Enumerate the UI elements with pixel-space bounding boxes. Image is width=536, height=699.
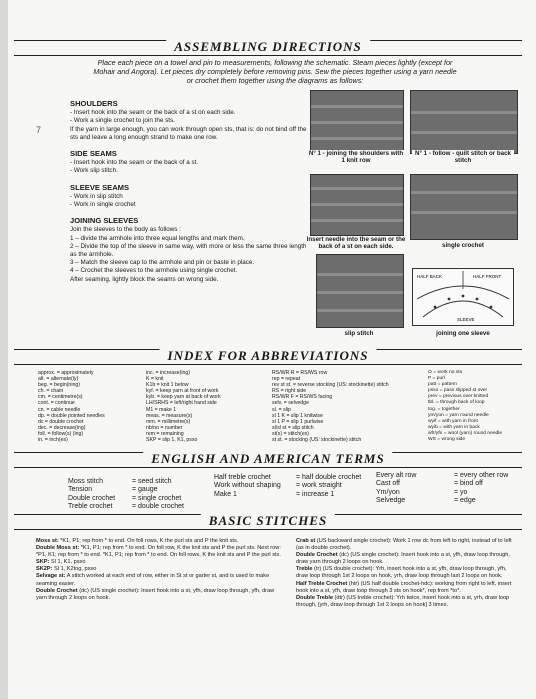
sleeve-seams-heading: SLEEVE SEAMS [70, 182, 130, 192]
stitch-term: SK2P: [36, 566, 53, 573]
term-american: = work straight [296, 482, 342, 490]
abbr-entry: rev st st. = reverse stocking (US: stockinette) stitch [272, 382, 389, 389]
abbr-entry: WS = wrong side [428, 437, 466, 443]
stitch-term: Double Moss st: [36, 545, 80, 552]
abbr-entry: tbl. = through back of loop [428, 400, 485, 406]
assembling-title: ASSEMBLING DIRECTIONS [166, 39, 370, 55]
term-american: = bind off [454, 480, 483, 488]
abbr-entry: prev = previous over knitted [428, 394, 489, 400]
stitch-entry [36, 545, 286, 559]
stitch-description: (dtr) (US treble crochet): Yrh twice, insert hook into a st, yrh, draw loop through, [yrh, draw loop through 1st 2 loops on hook] 3 times. [296, 594, 510, 608]
abbreviations-column-1 [38, 370, 105, 443]
stitch-description: *K1, P1; rep from * to end. On foll rows, K the purl sts and P the knit sts. [58, 538, 239, 544]
stitch-description: A stitch worked at each end of row, either in St st or garter st, and is used to make seaming easier. [36, 573, 270, 587]
abbr-entry: K = knit [146, 376, 164, 383]
term-english: Make 1 [214, 490, 237, 498]
stitch-term: Crab st [296, 538, 316, 544]
caption-joining-sleeve: joining one sleeve [412, 330, 514, 337]
term-english: Selvedge [376, 497, 406, 505]
single-crochet-photo [410, 174, 518, 240]
abbr-entry: M1 = make 1 [146, 406, 177, 413]
abbr-entry: in. = inch(es) [38, 437, 68, 444]
abbr-entry: cn. = cable needle [38, 406, 81, 413]
joining-line: 4 – Crochet the sleeves to the armhole using single crochet. [70, 267, 238, 275]
term-american: = double crochet [132, 503, 184, 511]
term-english: Tension [68, 486, 93, 494]
abbr-entry: sl 1 K = slip 1 knitwise [272, 412, 323, 419]
terms-group-2-american [296, 474, 361, 499]
term-american: = every other row [454, 472, 509, 479]
stitch-term: Moss st: [36, 538, 59, 544]
stitch-entry [296, 538, 516, 552]
seam-needle-photo [310, 174, 404, 236]
stitch-entry [296, 581, 516, 595]
assembling-intro: Place each piece on a towel and pin to measurements, following the schematic. Steam pieces lightly (except for Mohair and Angora). Let pieces dry completely before removing pins. Sew the pieces together using a yarn needle or crochet them together using the diagrams as follows: [93, 58, 457, 85]
term-american: = gauge [132, 486, 158, 494]
page-edge [0, 0, 8, 699]
stitch-entry [36, 559, 286, 566]
stitch-description: (US backward single crochet): Work 1 row dc from left to right, instead of to left (as in double crochet). [296, 538, 512, 552]
stitch-entry [36, 566, 286, 573]
terms-group-3-english [376, 472, 416, 506]
term-english: Treble crochet [68, 503, 113, 511]
term-american: = seed stitch [132, 478, 172, 485]
abbr-entry: ch. = chain [38, 388, 64, 395]
sleeve-seams-line: - Work in single crochet [70, 201, 136, 209]
diagram-label-half-back: HALF BACK [417, 274, 443, 279]
sleeve-seams-line: - Work in slip stitch [70, 192, 123, 200]
abbr-entry: dp. = double pointed needles [38, 412, 105, 419]
stitch-entry [36, 538, 286, 545]
term-american: = single crochet [132, 494, 182, 502]
abbr-entry: st(s) = stitch(es) [272, 430, 310, 437]
shoulders-heading: SHOULDERS [70, 99, 118, 108]
joining-line: 3 – Match the sleeve cap to the armhole and pin or baste in place. [70, 259, 255, 267]
basic-stitches-left-column [36, 538, 286, 602]
abbr-entry: ym/yon = yarn round needle [428, 412, 489, 418]
basic-stitches-header [14, 514, 522, 530]
abbr-entry: alt. = alternate(ly) [38, 376, 79, 383]
abbr-entry: patt = pattern [428, 382, 457, 388]
term-american: = yo [454, 488, 468, 496]
abbr-entry: selv. = selvedge [272, 400, 309, 407]
abbr-entry: inc. = increase(ing) [146, 370, 190, 376]
term-english: Half treble crochet [214, 474, 271, 481]
term-american: = edge [454, 497, 476, 505]
stitch-description: Sl 1, K2tog, psso [52, 566, 97, 573]
joining-line: 2 – Divide the top of the sleeve in same way, with more or less the same three length as the armhole. [70, 242, 307, 259]
term-english: Every alt row [376, 472, 417, 479]
caption-single-crochet: single crochet [412, 242, 514, 249]
abbr-entry: dc = double crochet [38, 418, 84, 425]
term-english: Ym/yon [376, 488, 400, 496]
stitch-term: Double Crochet [296, 552, 338, 559]
stitch-description: (htr) (US half double crochet-hdc): working from right to left, insert hook into a st, yfh, draw loop through 3 sts on hook*, rep from *to*. [296, 580, 512, 594]
term-english: Double crochet [68, 494, 116, 502]
caption-insert-needle: Insert needle into the seam or the back of a st on each side. [306, 236, 406, 250]
stitch-entry [36, 573, 286, 587]
abbr-entry: nb/no = number [146, 424, 183, 431]
terms-group-3-american [454, 472, 508, 506]
stitch-entry [296, 595, 516, 609]
quilt-stitch-photo [410, 90, 518, 154]
abbr-entry: approx. = approximately [38, 370, 94, 376]
abbr-entry: sl 1 P = slip 1 purlwise [272, 418, 324, 425]
diagram-label-half-front: HALF FRONT [473, 274, 502, 279]
joining-line: Join the sleeves to the body as follows : [70, 226, 181, 234]
margin-mark: 7 [36, 125, 42, 135]
abbreviations-column-2 [146, 370, 221, 443]
abbr-entry: P = purl [428, 376, 445, 382]
abbr-entry: psso = pass slipped st over [428, 388, 488, 394]
abbr-entry: sl. = slip [272, 406, 291, 413]
abbr-entry: O = work no sts [428, 370, 463, 375]
term-english: Work without shaping [214, 482, 281, 490]
side-seams-heading: SIDE SEAMS [70, 149, 117, 159]
abbr-entry: RS/WR F = RS/WS facing [272, 394, 333, 401]
terms-group-2-english [214, 474, 281, 499]
abbreviations-column-3 [272, 370, 389, 443]
abbreviations-column-4 [428, 370, 502, 443]
stitch-term: Double Crochet [36, 587, 78, 594]
stitch-entry [296, 552, 516, 566]
abbr-entry: cont. = continue [38, 400, 75, 407]
abbr-entry: cm. = centimetre(s) [38, 394, 83, 401]
abbreviations-title: INDEX FOR ABBREVIATIONS [160, 348, 377, 364]
abbr-entry: kyf. = keep yarn at front of work [146, 388, 219, 395]
shoulders-line: - Insert hook into the seam or the back of a st on each side. [70, 109, 236, 117]
joining-sleeves-heading: JOINING SLEEVES [70, 216, 139, 226]
stitch-term: Treble [296, 566, 313, 573]
stitch-term: SKP: [36, 559, 50, 566]
basic-stitches-title: BASIC STITCHES [201, 513, 335, 529]
abbr-entry: K1b = knit 1 below [146, 382, 189, 389]
caption-shoulders: N° 1 - joining the shoulders with 1 knit row [308, 150, 404, 164]
joining-line: 1 – divide the armhole into three equal lengths and mark them. [70, 234, 245, 242]
abbr-entry: rep = repeat [272, 376, 301, 383]
diagram-label-sleeve: SLEEVE [457, 317, 475, 322]
sleeve-diagram-drawing [413, 269, 513, 325]
caption-slip-stitch: slip stitch [316, 330, 402, 337]
side-seams-line: - Work slip stitch. [70, 167, 118, 175]
stitch-term: Half Treble Crochet [296, 580, 348, 587]
basic-stitches-right-column [296, 538, 516, 609]
slip-stitch-photo [316, 254, 404, 328]
abbr-entry: mm. = millimetre(s) [146, 418, 191, 425]
abbr-entry: LH/SRHS = left/right hand side [146, 400, 217, 407]
term-english: Cast off [376, 480, 400, 488]
abbr-entry: wyif = with yarn in front [428, 418, 478, 424]
abbr-entry: st st. = stocking (US: stockinette) stitch [272, 437, 362, 444]
abbr-entry: wyib = with yarn in back [428, 424, 480, 430]
abbr-entry: sl/sl st = slip stitch [272, 424, 314, 431]
term-american: = increase 1 [296, 490, 335, 498]
caption-quilt: N° 1 - follow - quilt stitch or back stitch [412, 150, 514, 164]
abbr-entry: RS/WR R = RS/WS row [272, 370, 328, 376]
abbr-entry: beg. = begin(ning) [38, 382, 80, 389]
shoulders-knit-row-photo [310, 90, 404, 154]
abbr-entry: wfr/yfn = wool (yarn) round needle [428, 430, 503, 436]
abbr-entry: kyb. = keep yarn at back of work [146, 394, 221, 401]
abbr-entry: meas. = measure(s) [146, 412, 193, 419]
abbr-entry: foll. = follow(s) (ing) [38, 430, 84, 437]
assembling-header [14, 40, 522, 56]
terms-title: ENGLISH AND AMERICAN TERMS [143, 451, 392, 467]
stitch-description: Sl 1, K1, psso [49, 559, 86, 566]
abbr-entry: tog. = together [428, 406, 460, 412]
abbr-entry: dec. = decrease(ing) [38, 424, 86, 431]
stitch-term: Selvage st: [36, 573, 66, 580]
abbr-entry: SKP = slip 1, K1, psso [146, 437, 198, 444]
stitch-term: Double Treble [296, 594, 333, 601]
stitch-description: (tr) (US double crochet): Yrh, insert hook into a st, yfh, draw loop through, yfh, draw loop through 1st 2 loops on hook, yrh, draw loop through last 2 loops on hook. [296, 566, 507, 580]
stitch-description: *K1, P1; rep from * to end. On foll row, K the knit sts and P the purl sts. Next row: *P1, K1; rep from * to end. *K1, P1; rep from * to end. On foll rows, K the knit sts and P the purl sts. [36, 545, 281, 559]
stitch-entry [36, 588, 286, 602]
terms-group-1-american [132, 478, 184, 512]
stitch-description: (dc) (US single crochet): Insert hook into a st, yfh, draw loop through, yfh, draw yarn through 2 loops on hook. [36, 587, 275, 601]
shoulders-line: If the yarn in large enough, you can work through open sts, that is: do not bind off the sts and leave a long enough strand to make one row. [70, 125, 307, 141]
assembling-instructions [70, 94, 310, 284]
sleeve-joining-diagram [412, 268, 514, 326]
abbr-entry: rem = remaining [146, 430, 184, 437]
abbr-entry: RS = right side [272, 388, 307, 395]
term-english: Moss stitch [68, 478, 104, 485]
terms-header [14, 452, 522, 468]
side-seams-line: - Insert hook into the seam or the back of a st. [70, 159, 199, 167]
stitch-entry [296, 566, 516, 580]
stitch-description: (dc) (US single crochet): Insert hook into a st, yfh, draw loop through, draw yarn through 2 loops on hook. [296, 552, 510, 566]
shoulders-line: - Work a single crochet to join the sts. [70, 117, 175, 125]
term-american: = half double crochet [296, 474, 362, 481]
terms-group-1-english [68, 478, 115, 512]
abbreviations-header [14, 349, 522, 365]
joining-line: After seaming, lightly block the seams on wrong side. [70, 275, 219, 283]
